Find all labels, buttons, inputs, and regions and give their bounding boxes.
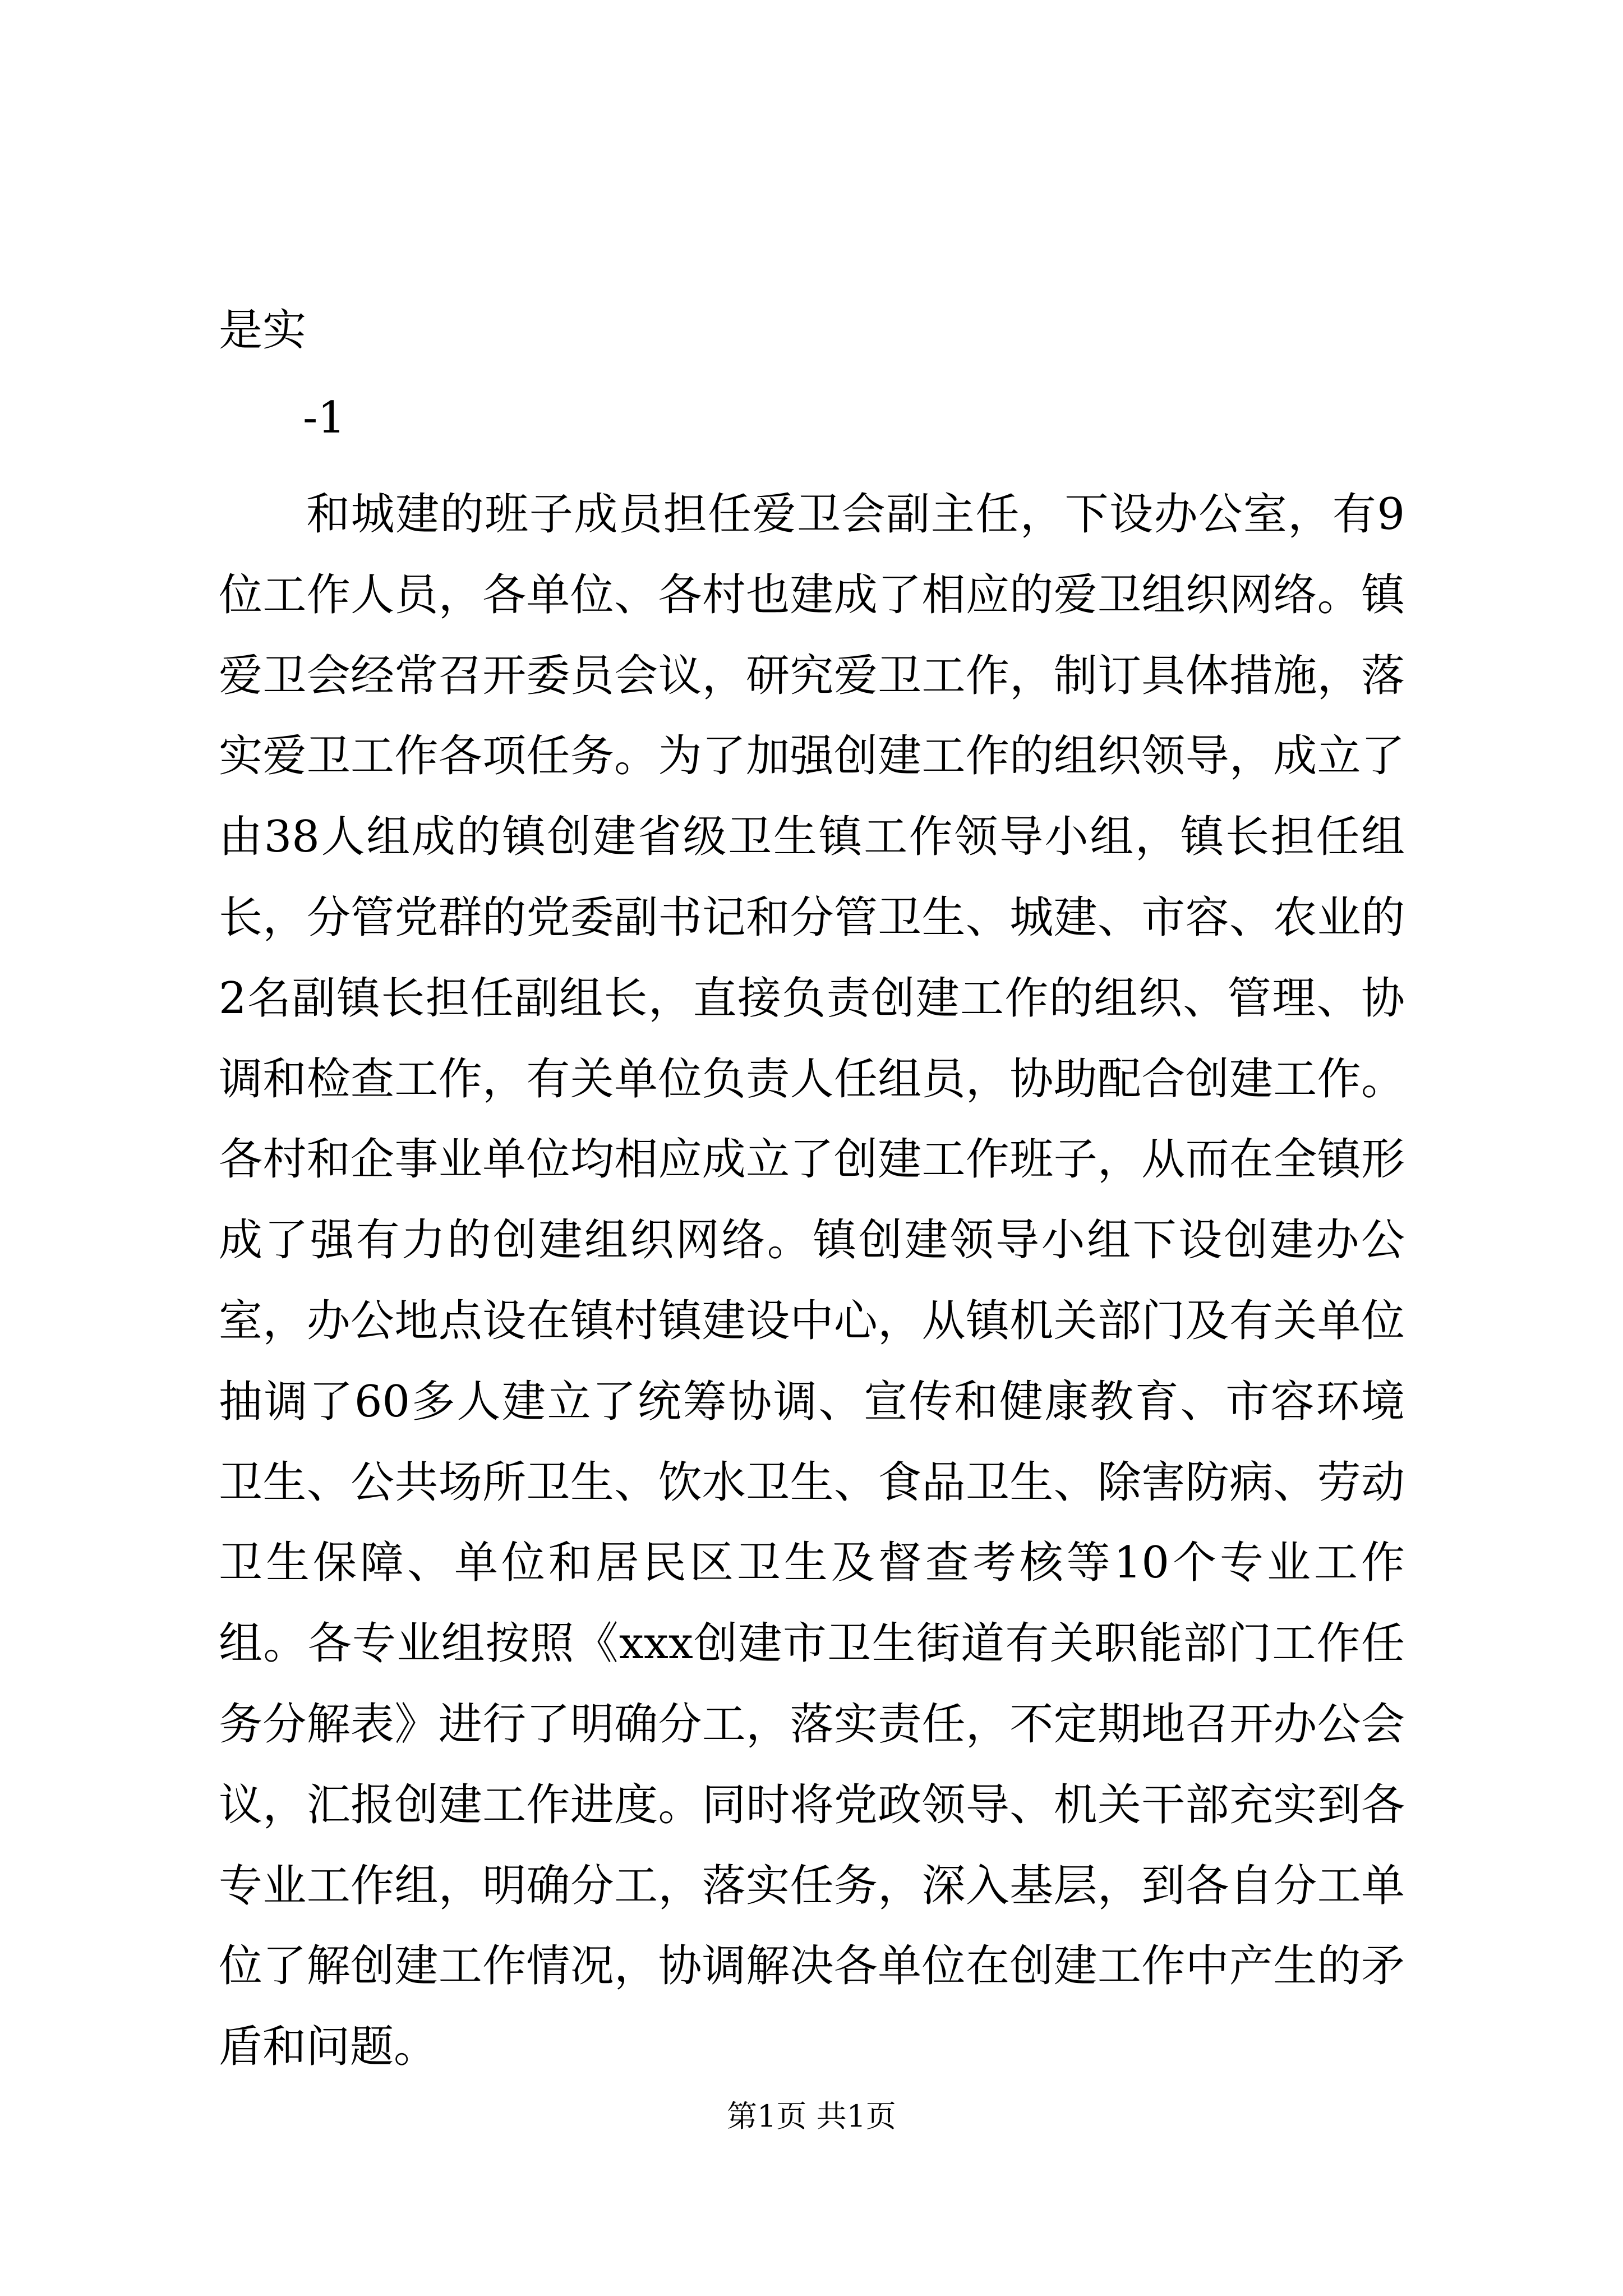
page-footer: 第1页 共1页	[727, 2099, 896, 2134]
body-paragraph: 和城建的班子成员担任爱卫会副主任，下设办公室，有9位工作人员，各单位、各村也建成了相应的爱卫组织网络。镇爱卫会经常召开委员会议，研究爱卫工作，制订具体措施，落实爱卫工作各项任务。为了加强创建工作的组织领导，成立了由38人组成的镇创建省级卫生镇工作领导小组，镇长担任组长，分管党群的党委副书记和分管卫生、城建、市容、农业的2名副镇长担任副组长，直接负责创建工作的组织、管理、协调和检查工作，有关单位负责人任组员，协助配合创建工作。各村和企事业单位均相应成立了创建工作班子，从而在全镇形成了强有力的创建组织网络。镇创建领导小组下设创建办公室，办公地点设在镇村镇建设中心，从镇机关部门及有关单位抽调了60多人建立了统筹协调、宣传和健康教育、市容环境卫生、公共场所卫生、饮水卫生、食品卫生、除害防病、劳动卫生保障、单位和居民区卫生及督查考核等10个专业工作组。各专业组按照《xxx创建市卫生街道有关职能部门工作任务分解表》进行了明确分工，落实责任，不定期地召开办公会议，汇报创建工作进度。同时将党政领导、机关干部充实到各专业工作组，明确分工，落实任务，深入基层，到各自分工单位了解创建工作情况，协调解决各单位在创建工作中产生的矛盾和问题。	[219, 489, 1405, 2073]
fragment-line-2: -1	[303, 393, 345, 443]
fragment-line-1: 是实	[219, 305, 307, 356]
